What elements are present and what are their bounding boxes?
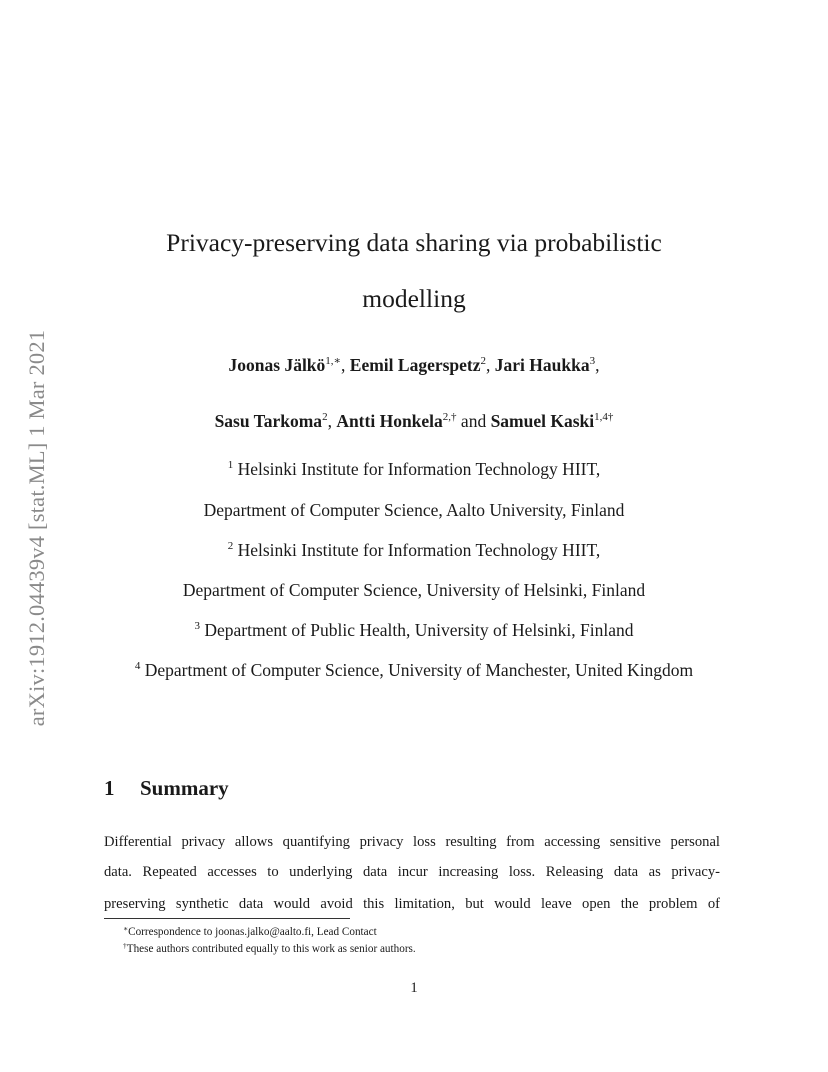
author-name: Samuel Kaski: [490, 411, 595, 431]
paper-title-line-1: Privacy-preserving data sharing via probabilistic: [166, 228, 662, 257]
footnote-text: Correspondence to joonas.jalko@aalto.fi, Lead Contact: [128, 926, 377, 938]
author-affiliation-mark: 1,∗: [325, 355, 342, 367]
author-affiliation-mark: 3: [589, 355, 596, 367]
affiliation-text: Helsinki Institute for Information Technology HIIT,: [237, 540, 601, 560]
affiliation-text: Department of Computer Science, Aalto University, Finland: [203, 500, 625, 520]
author-affiliation-mark: 2: [322, 411, 328, 423]
author-affiliation-mark: 1,4†: [594, 411, 614, 423]
affiliation-text: Department of Computer Science, University of Manchester, United Kingdom: [144, 660, 694, 680]
affiliation-line: [0, 659, 828, 681]
affiliation-line: [0, 619, 828, 641]
footnote-mark: †: [123, 941, 127, 950]
footnote-mark: ∗: [123, 924, 129, 933]
page-number: 1: [410, 980, 418, 996]
affiliation-text: Department of Public Health, University of Helsinki, Finland: [204, 620, 634, 640]
footnote-text: These authors contributed equally to this work as senior authors.: [126, 943, 416, 955]
footnote-rule: [104, 918, 350, 919]
author-name: Antti Honkela: [336, 411, 443, 431]
section-heading: [104, 775, 229, 801]
footnote: [123, 942, 416, 956]
author-separator: ,: [595, 355, 600, 375]
arxiv-stamp: arXiv:1912.04439v4 [stat.ML] 1 Mar 2021: [24, 329, 49, 727]
summary-text-line: Differential privacy allows quantifying privacy loss resulting from accessing sensitive personal: [104, 834, 720, 850]
footnote: [123, 925, 377, 939]
affiliation-line: [0, 579, 828, 601]
affiliation-mark: 3: [194, 620, 200, 632]
author-conjunction: and: [460, 411, 487, 431]
section-number: 1: [104, 776, 115, 800]
author-name: Eemil Lagerspetz: [349, 355, 481, 375]
affiliation-line: [0, 458, 828, 480]
affiliation-mark: 4: [134, 660, 141, 672]
summary-text-line: data. Repeated accesses to underlying data incur increasing loss. Releasing data as privacy-: [104, 864, 720, 880]
affiliation-line: [0, 539, 828, 561]
author-affiliation-mark: 2: [480, 355, 487, 367]
section-title: Summary: [140, 776, 229, 800]
paper-title-line-2: modelling: [362, 284, 466, 313]
author-name: Jari Haukka: [494, 355, 590, 375]
affiliation-text: Helsinki Institute for Information Technology HIIT,: [237, 459, 601, 479]
author-name: Sasu Tarkoma: [214, 411, 323, 431]
affiliation-text: Department of Computer Science, University of Helsinki, Finland: [182, 580, 646, 600]
affiliation-mark: 1: [227, 459, 234, 471]
author-separator: ,: [327, 411, 337, 431]
author-line-2: [0, 410, 828, 432]
author-line-1: [0, 354, 828, 376]
summary-text-line: preserving synthetic data would avoid this limitation, but would leave open the problem of: [104, 896, 720, 912]
affiliation-line: [0, 499, 828, 521]
author-affiliation-mark: 2,†: [442, 411, 457, 423]
author-separator: ,: [486, 355, 495, 375]
author-separator: ,: [341, 355, 350, 375]
affiliation-mark: 2: [227, 540, 234, 552]
author-name: Joonas Jälkö: [228, 355, 326, 375]
